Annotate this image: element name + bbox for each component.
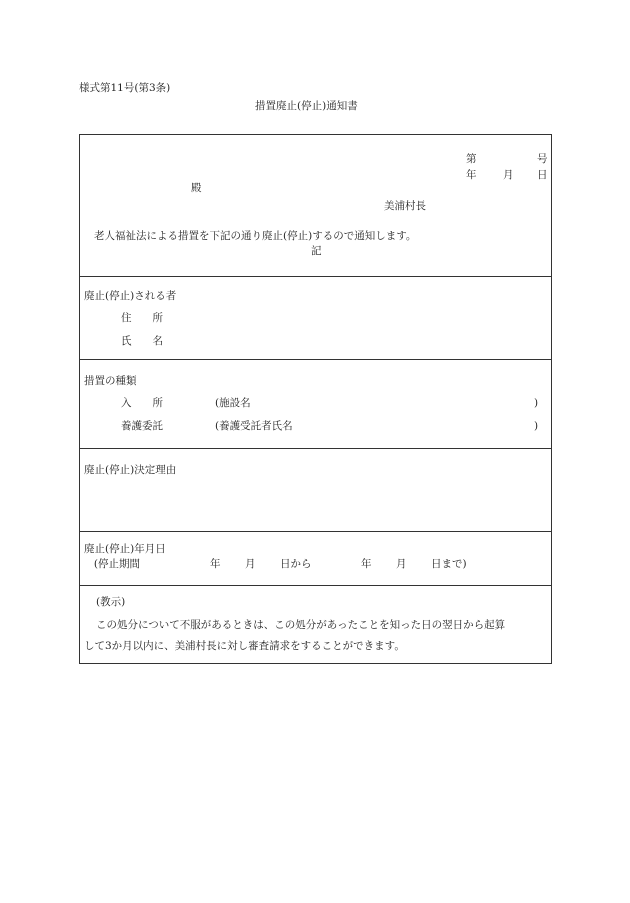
name-label: 氏 名	[121, 335, 163, 347]
subject-section	[80, 276, 551, 359]
notice-line-2: して3か月以内に、美浦村長に対し審査請求をすることができます。	[84, 640, 405, 652]
foster-name-field: (養護受託者氏名	[215, 420, 293, 432]
notice-section	[80, 585, 551, 663]
number-prefix: 第	[466, 153, 477, 165]
measure-heading: 措置の種類	[84, 375, 137, 387]
form-number: 様式第11号(第3条)	[79, 82, 171, 94]
document-title: 措置廃止(停止)通知書	[255, 100, 358, 112]
subject-heading: 廃止(停止)される者	[84, 290, 177, 302]
period-from: 日から	[280, 558, 312, 570]
notice-line-1: この処分について不服があるときは、この処分があったことを知った日の翌日から起算	[96, 619, 506, 631]
close-paren: )	[534, 397, 539, 409]
period-label: (停止期間	[93, 558, 140, 570]
addressee-suffix: 殿	[191, 182, 202, 194]
address-label: 住 所	[121, 312, 163, 324]
date-year-label: 年	[466, 169, 477, 181]
foster-label: 養護委託	[121, 420, 163, 432]
facility-name-field: (施設名	[215, 397, 251, 409]
admission-label: 入 所	[121, 397, 163, 409]
period-year-2: 年	[361, 558, 372, 570]
period-until: 日まで)	[431, 558, 467, 570]
dates-section	[80, 531, 551, 585]
header-section	[80, 135, 551, 276]
number-suffix: 号	[537, 153, 548, 165]
date-month-label: 月	[503, 169, 514, 181]
reason-heading: 廃止(停止)決定理由	[84, 464, 177, 476]
dates-heading: 廃止(停止)年月日	[84, 543, 166, 555]
date-day-label: 日	[537, 169, 548, 181]
body-text: 老人福祉法による措置を下記の通り廃止(停止)するので通知します。	[94, 230, 417, 242]
issuer-name: 美浦村長	[384, 200, 426, 212]
period-year-1: 年	[210, 558, 221, 570]
notice-heading: (教示)	[96, 596, 126, 608]
reason-section	[80, 448, 551, 531]
period-month-1: 月	[245, 558, 256, 570]
close-paren: )	[534, 420, 539, 432]
form-table	[79, 134, 552, 664]
ki-label: 記	[311, 245, 322, 257]
period-month-2: 月	[396, 558, 407, 570]
measure-section	[80, 359, 551, 448]
